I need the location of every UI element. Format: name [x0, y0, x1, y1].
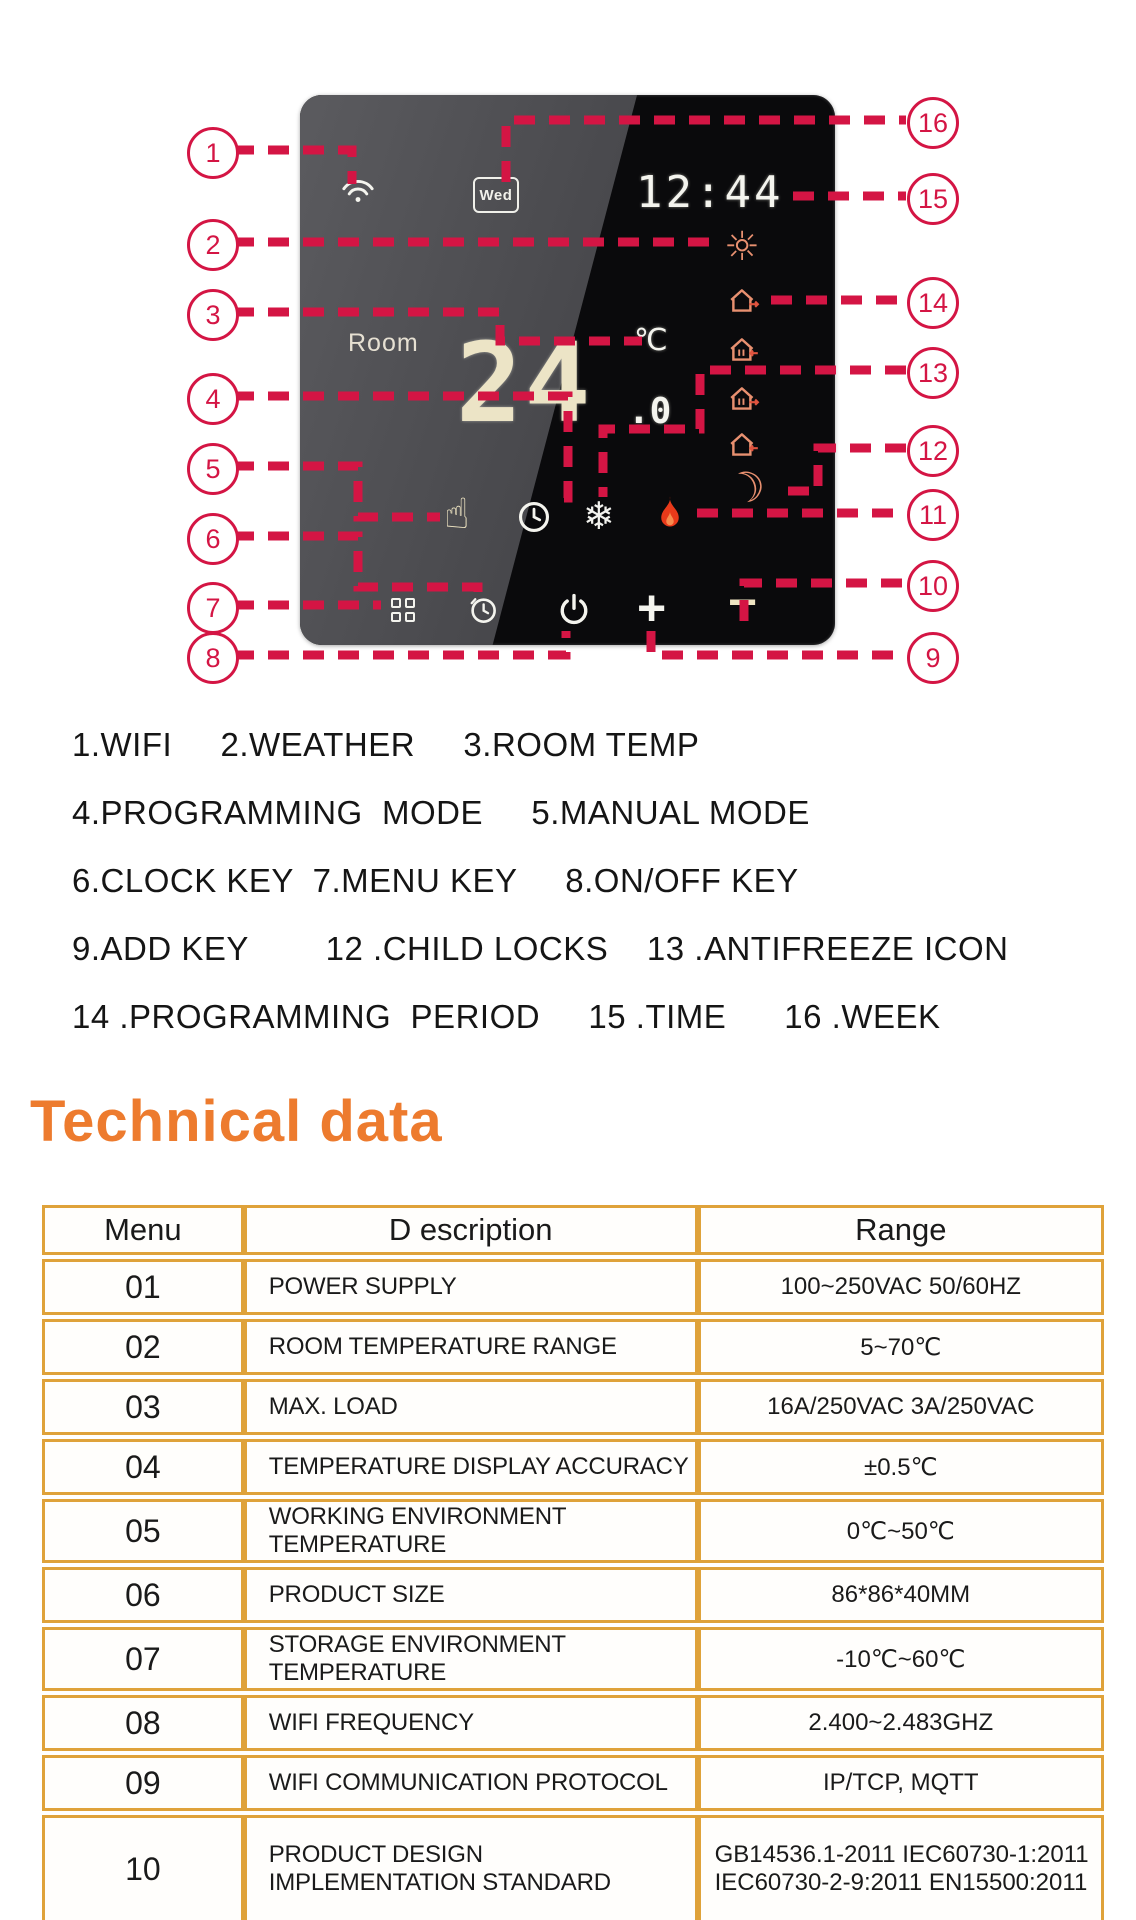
temp-decimal: .0 [628, 391, 672, 432]
menu-cell: 07 [42, 1627, 244, 1691]
spec-table [42, 1201, 1104, 1920]
desc-cell: MAX. LOAD [244, 1379, 698, 1435]
menu-cell: 04 [42, 1439, 244, 1495]
minus-key[interactable]: − [728, 574, 758, 630]
range-cell: -10℃~60℃ [698, 1627, 1104, 1691]
callout-3: 3 [187, 289, 239, 341]
range-cell: 5~70℃ [698, 1319, 1104, 1375]
period-dinner-out-icon [727, 385, 761, 413]
desc-cell: PRODUCT DESIGN IMPLEMENTATION STANDARD [244, 1815, 698, 1920]
weather-sun-icon: ☼ [724, 224, 760, 270]
range-cell: ±0.5℃ [698, 1439, 1104, 1495]
desc-cell: ROOM TEMPERATURE RANGE [244, 1319, 698, 1375]
menu-cell: 06 [42, 1567, 244, 1623]
desc-cell: WIFI COMMUNICATION PROTOCOL [244, 1755, 698, 1811]
desc-cell: PRODUCT SIZE [244, 1567, 698, 1623]
clock-key[interactable] [468, 595, 498, 625]
callout-2: 2 [187, 219, 239, 271]
table-row [42, 1439, 1104, 1495]
period-return-home-icon [727, 431, 761, 459]
desc-cell: STORAGE ENVIRONMENT TEMPERATURE [244, 1627, 698, 1691]
callout-9: 9 [907, 632, 959, 684]
range-cell: 2.400~2.483GHZ [698, 1695, 1104, 1751]
callout-10: 10 [907, 560, 959, 612]
thermostat-device [300, 95, 835, 645]
range-cell: 0℃~50℃ [698, 1499, 1104, 1563]
callout-1: 1 [187, 127, 239, 179]
desc-cell: WORKING ENVIRONMENT TEMPERATURE [244, 1499, 698, 1563]
heating-flame-icon [655, 495, 685, 533]
range-cell: GB14536.1-2011 IEC60730-1:2011 IEC60730-2-9:2011 EN15500:2011 [698, 1815, 1104, 1920]
room-label: Room [348, 329, 419, 357]
range-cell: 86*86*40MM [698, 1567, 1104, 1623]
menu-cell: 02 [42, 1319, 244, 1375]
legend-line-3: 6.CLOCK KEY 7.MENU KEY 8.ON/OFF KEY [72, 862, 799, 899]
menu-cell: 01 [42, 1259, 244, 1315]
antifreeze-snowflake-icon: ❄ [583, 494, 615, 538]
table-row [42, 1259, 1104, 1315]
table-row [42, 1567, 1104, 1623]
callout-8: 8 [187, 632, 239, 684]
table-row [42, 1319, 1104, 1375]
menu-cell: 08 [42, 1695, 244, 1751]
range-cell: 16A/250VAC 3A/250VAC [698, 1379, 1104, 1435]
callout-13: 13 [907, 347, 959, 399]
callout-5: 5 [187, 443, 239, 495]
power-key[interactable] [557, 592, 591, 626]
col-header-range: Range [698, 1205, 1104, 1255]
spec-header-row [42, 1205, 1104, 1255]
menu-cell: 09 [42, 1755, 244, 1811]
week-badge [473, 177, 519, 213]
table-row [42, 1815, 1104, 1920]
table-row [42, 1755, 1104, 1811]
program-mode-clock-icon [517, 500, 551, 534]
legend-line-1: 1.WIFI 2.WEATHER 3.ROOM TEMP [72, 726, 700, 763]
technical-data-heading: Technical data [30, 1089, 443, 1154]
menu-cell: 03 [42, 1379, 244, 1435]
legend-line-5: 14 .PROGRAMMING PERIOD 15 .TIME 16 .WEEK [72, 998, 941, 1035]
manual-hand-icon: ☝ [444, 489, 470, 538]
desc-cell: WIFI FREQUENCY [244, 1695, 698, 1751]
range-cell: IP/TCP, MQTT [698, 1755, 1104, 1811]
desc-cell: TEMPERATURE DISPLAY ACCURACY [244, 1439, 698, 1495]
callout-11: 11 [907, 489, 959, 541]
time-display: 12:44 [636, 167, 784, 218]
callout-14: 14 [907, 277, 959, 329]
menu-cell: 05 [42, 1499, 244, 1563]
col-header-menu: Menu [42, 1205, 244, 1255]
legend-line-2: 4.PROGRAMMING MODE 5.MANUAL MODE [72, 794, 810, 831]
menu-cell: 10 [42, 1815, 244, 1920]
temp-unit: ℃ [634, 323, 668, 358]
menu-key[interactable] [390, 597, 416, 623]
desc-cell: POWER SUPPLY [244, 1259, 698, 1315]
callout-16: 16 [907, 97, 959, 149]
legend-line-4: 9.ADD KEY 12 .CHILD LOCKS 13 .ANTIFREEZE ICON [72, 930, 1009, 967]
night-moon-icon: ☾ [721, 458, 773, 517]
wifi-icon [340, 175, 376, 205]
col-header-description: D escription [244, 1205, 698, 1255]
callout-7: 7 [187, 582, 239, 634]
callout-15: 15 [907, 173, 959, 225]
add-key[interactable]: + [637, 580, 667, 636]
week-label: Wed [479, 186, 513, 204]
table-row [42, 1499, 1104, 1563]
table-row [42, 1695, 1104, 1751]
table-row [42, 1627, 1104, 1691]
callout-6: 6 [187, 513, 239, 565]
period-dinner-home-icon [727, 336, 761, 364]
period-leave-home-icon [727, 287, 761, 315]
table-row [42, 1379, 1104, 1435]
room-temp-value: 24 [456, 319, 593, 447]
callout-4: 4 [187, 373, 239, 425]
range-cell: 100~250VAC 50/60HZ [698, 1259, 1104, 1315]
callout-12: 12 [907, 425, 959, 477]
